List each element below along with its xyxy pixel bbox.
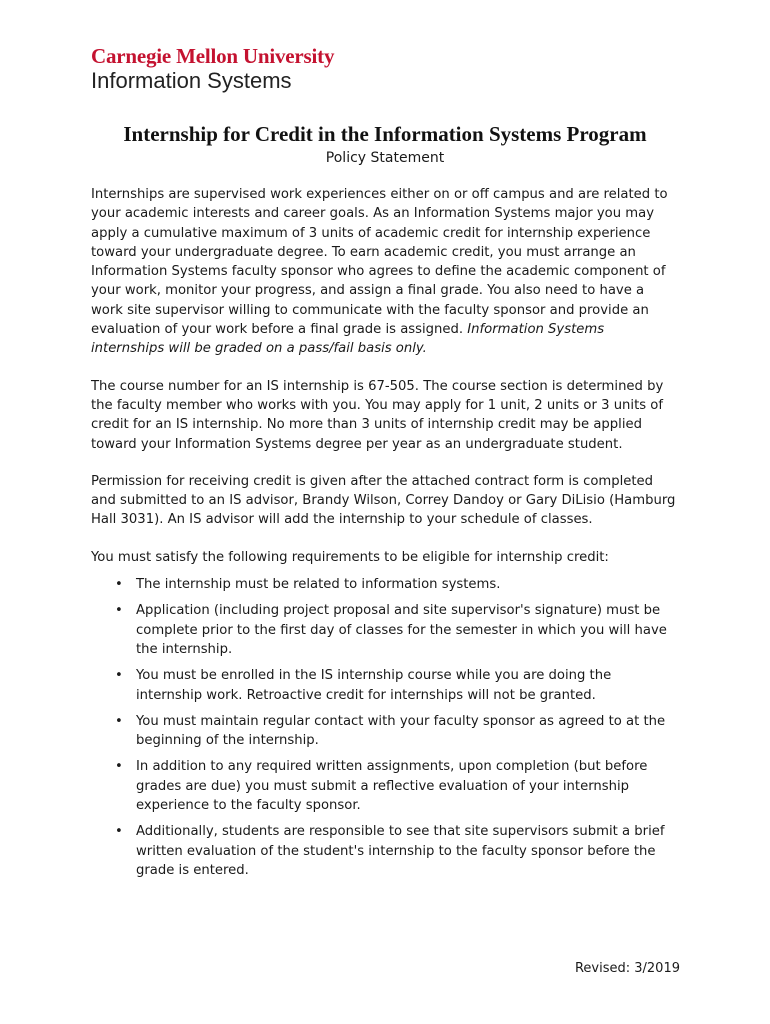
list-item <box>91 822 679 880</box>
paragraph-requirements-intro: You must satisfy the following requirements to be eligible for internship credit: <box>91 549 609 565</box>
paragraph-intro <box>91 185 679 359</box>
list-item <box>91 601 679 659</box>
bullet-icon: • <box>115 759 123 775</box>
university-name: Carnegie Mellon University <box>91 44 335 68</box>
list-item <box>91 712 679 751</box>
requirements-list <box>91 575 679 880</box>
list-item-text: You must be enrolled in the IS internship course while you are doing the internship work. Retroactive credit for internships will not be granted. <box>136 668 612 703</box>
list-item-text: The internship must be related to information systems. <box>136 577 501 593</box>
grading-note: Information Systems internships will be graded on a pass/fail basis only. <box>91 322 605 357</box>
list-item <box>91 575 679 594</box>
bullet-icon: • <box>115 713 123 729</box>
bullet-icon: • <box>115 603 123 619</box>
document-title: Internship for Credit in the Information Systems Program <box>123 122 647 146</box>
list-item-text: In addition to any required written assignments, upon completion (but before grades are due) you must submit a reflective evaluation of your internship experience to the faculty sponsor. <box>136 759 648 814</box>
list-item-text: Application (including project proposal and site supervisor's signature) must be complete prior to the first day of classes for the semester in which you will have the internship. <box>136 603 667 657</box>
bullet-icon: • <box>115 824 123 840</box>
paragraph-intro-text: Internships are supervised work experiences either on or off campus and are related to your academic interests and career goals. As an Information Systems major you may apply a cumulative maximum of 3 units of academic credit for internship experience toward your undergraduate degree. To earn academic credit, you must arrange an Information Systems faculty sponsor who agrees to define the academic component of your work, monitor your progress, and assign a final grade. You also need to have a work site supervisor willing to communicate with the faculty sponsor and provide an evaluation of your work before a final grade is assigned. <box>91 187 668 338</box>
paragraph-permission: Permission for receiving credit is given after the attached contract form is completed and submitted to an IS advisor, Brandy Wilson, Correy Dandoy or Gary DiLisio (Hamburg Hall 3031). An IS advisor will add the internship to your schedule of classes. <box>91 473 676 528</box>
department-name: Information Systems <box>91 68 292 93</box>
bullet-icon: • <box>115 577 123 593</box>
cmu-logo <box>91 44 334 94</box>
list-item-text: You must maintain regular contact with your faculty sponsor as agreed to at the beginning of the internship. <box>136 713 666 749</box>
bullet-icon: • <box>115 668 123 684</box>
list-item <box>91 666 679 705</box>
paragraph-course-number: The course number for an IS internship is 67-505. The course section is determined by the faculty member who works with you. You may apply for 1 unit, 2 units or 3 units of credit for an IS internship. No more than 3 units of internship credit may be applied toward your Information Systems degree per year as an undergraduate student. <box>91 378 664 452</box>
list-item <box>91 757 679 815</box>
list-item-text: Additionally, students are responsible to see that site supervisors submit a brief written evaluation of the student's internship to the faculty sponsor before the grade is entered. <box>136 824 665 878</box>
document-body <box>91 185 679 887</box>
revision-date: Revised: 3/2019 <box>574 961 680 976</box>
document-subtitle: Policy Statement <box>325 150 445 166</box>
